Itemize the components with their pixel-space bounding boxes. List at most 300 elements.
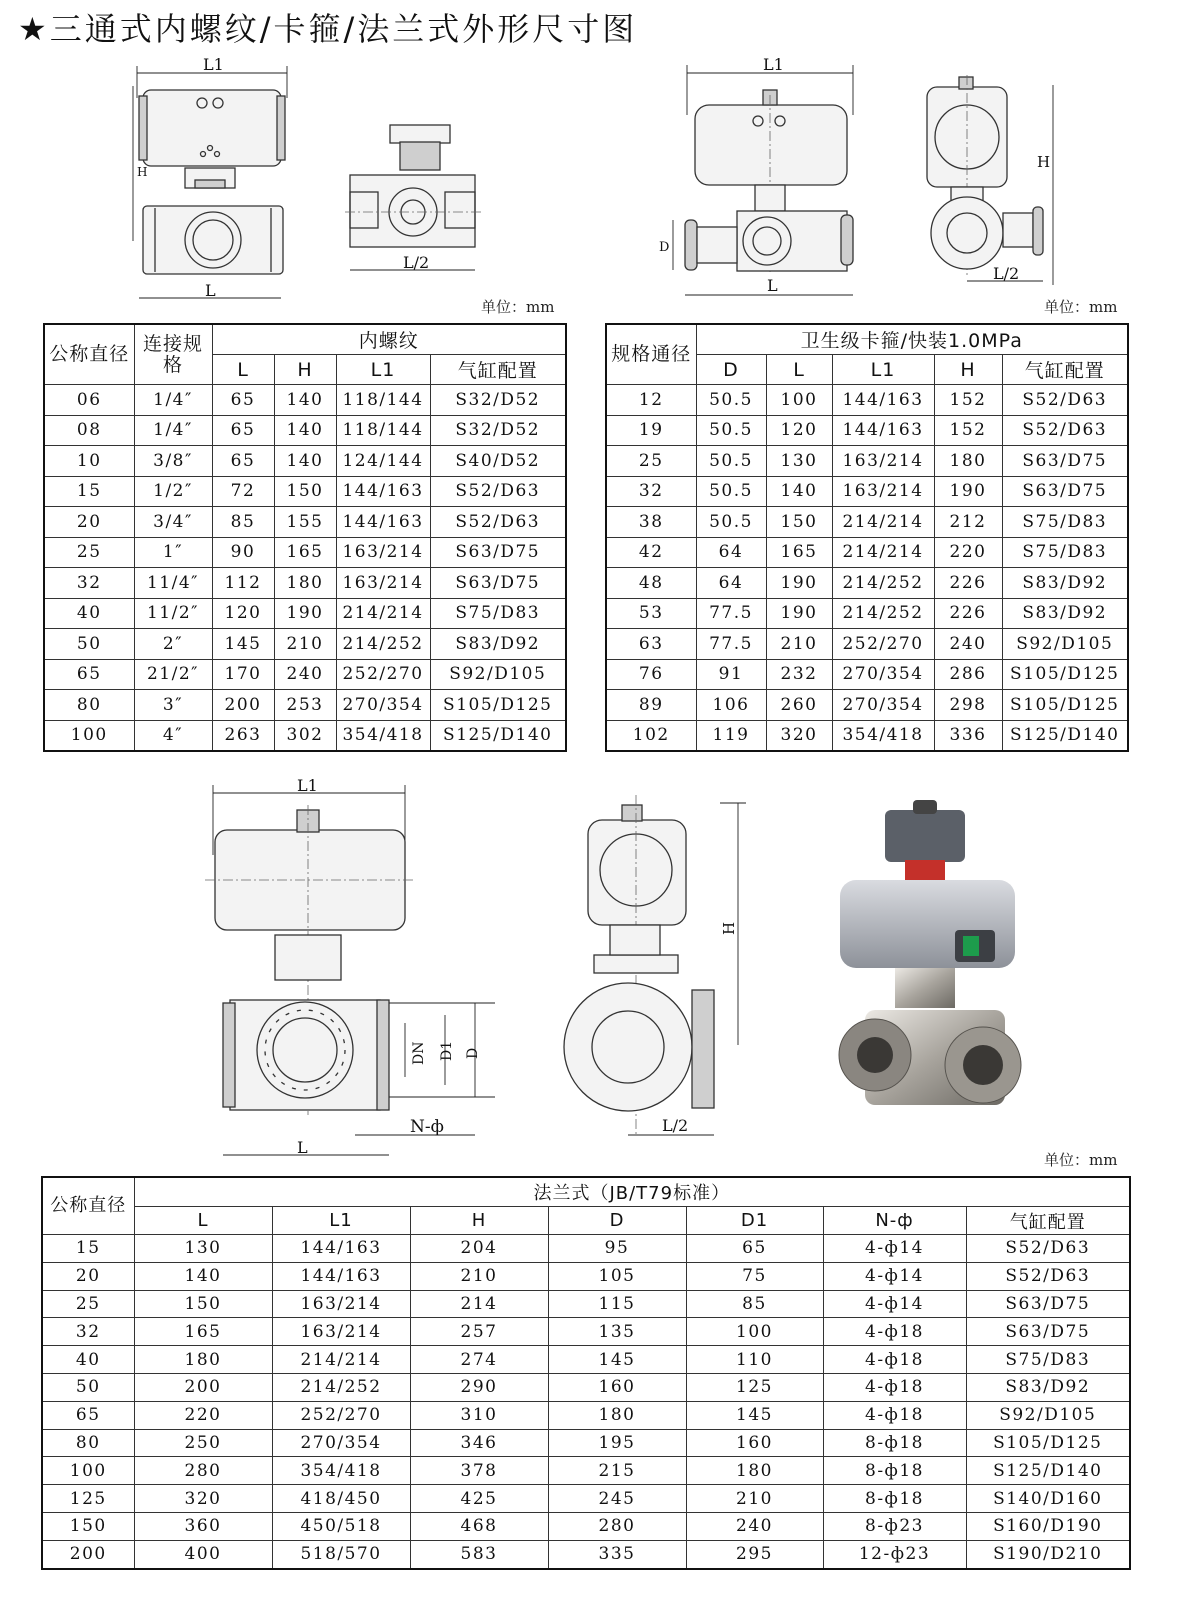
- table-cell: 110: [686, 1346, 823, 1374]
- clamp-spec-table: [605, 323, 1129, 752]
- table-cell: 112: [212, 568, 274, 599]
- table-row: [606, 629, 1128, 660]
- table-cell: 08: [44, 415, 134, 446]
- table-cell: S160/D190: [966, 1512, 1130, 1540]
- col-d1: D1: [686, 1207, 823, 1235]
- table-cell: 180: [548, 1401, 686, 1429]
- table-cell: 3/8″: [134, 446, 212, 477]
- table-cell: 214/214: [272, 1346, 410, 1374]
- table-cell: 120: [212, 598, 274, 629]
- threaded-table-body: [44, 385, 566, 752]
- table-cell: 152: [934, 415, 1002, 446]
- table-cell: S75/D83: [1002, 537, 1128, 568]
- table-row: [44, 598, 566, 629]
- table-cell: 263: [212, 720, 274, 751]
- table-cell: 80: [44, 690, 134, 721]
- group-header-flange: 法兰式（JB/T79标准）: [134, 1177, 1130, 1207]
- table-cell: 12-ф23: [823, 1540, 966, 1568]
- table-cell: 280: [548, 1512, 686, 1540]
- table-row: [42, 1540, 1130, 1568]
- col-n-phi: N-ф: [823, 1207, 966, 1235]
- table-row: [606, 659, 1128, 690]
- table-row: [44, 720, 566, 751]
- table-row: [606, 415, 1128, 446]
- table-cell: 214/252: [832, 598, 934, 629]
- table-cell: 10: [44, 446, 134, 477]
- table-cell: 165: [274, 537, 336, 568]
- table-cell: 2″: [134, 629, 212, 660]
- table-row: [44, 629, 566, 660]
- table-cell: 65: [42, 1401, 134, 1429]
- table-row: [606, 385, 1128, 416]
- dim-label-l-half-clamp: L/2: [993, 264, 1020, 283]
- table-cell: 124/144: [336, 446, 430, 477]
- table-row: [606, 537, 1128, 568]
- table-cell: 63: [606, 629, 696, 660]
- table-cell: S52/D63: [430, 507, 566, 538]
- table-cell: 144/163: [832, 385, 934, 416]
- table-row: [42, 1485, 1130, 1513]
- table-cell: 360: [134, 1512, 272, 1540]
- table-cell: 32: [42, 1318, 134, 1346]
- table-cell: 250: [134, 1429, 272, 1457]
- table-row: [44, 659, 566, 690]
- table-cell: 163/214: [272, 1290, 410, 1318]
- table-cell: 32: [606, 476, 696, 507]
- table-cell: 145: [212, 629, 274, 660]
- dim-label-l-half-flange: L/2: [662, 1116, 689, 1135]
- dim-label-l1-flange: L1: [297, 776, 318, 795]
- table-cell: 118/144: [336, 385, 430, 416]
- table-cell: 64: [696, 568, 766, 599]
- col-h: H: [274, 355, 336, 385]
- table-cell: 260: [766, 690, 832, 721]
- table-cell: 214/214: [832, 537, 934, 568]
- dim-label-l-clamp: L: [767, 276, 778, 295]
- table-cell: 346: [410, 1429, 548, 1457]
- table-cell: 77.5: [696, 598, 766, 629]
- table-cell: 335: [548, 1540, 686, 1568]
- table-cell: 400: [134, 1540, 272, 1568]
- table-cell: S83/D92: [430, 629, 566, 660]
- table-cell: S40/D52: [430, 446, 566, 477]
- table-cell: S63/D75: [1002, 476, 1128, 507]
- table-cell: 3/4″: [134, 507, 212, 538]
- table-cell: 200: [212, 690, 274, 721]
- table-cell: 125: [42, 1485, 134, 1513]
- table-cell: 180: [274, 568, 336, 599]
- table-cell: 8-ф18: [823, 1457, 966, 1485]
- table-cell: 50.5: [696, 415, 766, 446]
- table-cell: 200: [134, 1373, 272, 1401]
- table-cell: 8-ф18: [823, 1429, 966, 1457]
- table-cell: S75/D83: [966, 1346, 1130, 1374]
- table-cell: 252/270: [336, 659, 430, 690]
- table-cell: 180: [686, 1457, 823, 1485]
- col-l: L: [766, 355, 832, 385]
- table-cell: 220: [134, 1401, 272, 1429]
- table-cell: 200: [42, 1540, 134, 1568]
- table-cell: 48: [606, 568, 696, 599]
- table-cell: 130: [134, 1235, 272, 1263]
- table-cell: 210: [766, 629, 832, 660]
- table-row: [606, 690, 1128, 721]
- col-l1: L1: [336, 355, 430, 385]
- table-cell: 378: [410, 1457, 548, 1485]
- table-cell: 53: [606, 598, 696, 629]
- table-cell: 100: [42, 1457, 134, 1485]
- table-cell: 140: [274, 446, 336, 477]
- dim-label-h-clamp: H: [1037, 153, 1051, 171]
- table-cell: 354/418: [272, 1457, 410, 1485]
- table-cell: 274: [410, 1346, 548, 1374]
- table-cell: 4-ф18: [823, 1373, 966, 1401]
- table-cell: 252/270: [832, 629, 934, 660]
- table-cell: 210: [410, 1262, 548, 1290]
- table-cell: 214/214: [832, 507, 934, 538]
- flange-spec-table: [41, 1176, 1131, 1570]
- table-cell: 106: [696, 690, 766, 721]
- table-row: [44, 415, 566, 446]
- table-cell: 1/2″: [134, 476, 212, 507]
- table-cell: 298: [934, 690, 1002, 721]
- table-cell: 50.5: [696, 507, 766, 538]
- table-cell: 32: [44, 568, 134, 599]
- dim-label-l1: L1: [203, 55, 224, 74]
- table-row: [44, 507, 566, 538]
- table-cell: S105/D125: [1002, 659, 1128, 690]
- page-title: ★三通式内螺纹/卡箍/法兰式外形尺寸图: [18, 10, 638, 48]
- table-cell: 295: [686, 1540, 823, 1568]
- table-cell: S52/D63: [1002, 415, 1128, 446]
- unit-label: 单位：mm: [1044, 1151, 1118, 1169]
- valve-product-photo: [835, 800, 1035, 1130]
- table-cell: 65: [44, 659, 134, 690]
- table-cell: 226: [934, 568, 1002, 599]
- dim-label-l-flange: L: [297, 1138, 308, 1157]
- table-cell: 77.5: [696, 629, 766, 660]
- col-l1: L1: [832, 355, 934, 385]
- clamp-table-body: [606, 385, 1128, 752]
- table-cell: 15: [42, 1235, 134, 1263]
- table-cell: 232: [766, 659, 832, 690]
- threaded-spec-table: [43, 323, 567, 752]
- dim-label-h: H: [137, 165, 148, 179]
- table-cell: 354/418: [832, 720, 934, 751]
- table-cell: 50.5: [696, 476, 766, 507]
- table-cell: S92/D105: [966, 1401, 1130, 1429]
- table-cell: 115: [548, 1290, 686, 1318]
- table-cell: 253: [274, 690, 336, 721]
- unit-label: 单位：mm: [481, 298, 555, 316]
- table-cell: 8-ф23: [823, 1512, 966, 1540]
- table-cell: 25: [42, 1290, 134, 1318]
- dim-label-h-flange: H: [720, 921, 738, 935]
- table-row: [42, 1290, 1130, 1318]
- table-cell: 240: [686, 1512, 823, 1540]
- table-cell: S83/D92: [1002, 598, 1128, 629]
- table-cell: S52/D63: [966, 1262, 1130, 1290]
- table-cell: 76: [606, 659, 696, 690]
- table-cell: 40: [44, 598, 134, 629]
- table-cell: 190: [766, 568, 832, 599]
- table-cell: 65: [212, 385, 274, 416]
- table-cell: 152: [934, 385, 1002, 416]
- table-cell: S83/D92: [1002, 568, 1128, 599]
- table-cell: 190: [766, 598, 832, 629]
- col-nominal-diameter: 公称直径: [42, 1177, 134, 1235]
- table-cell: 165: [766, 537, 832, 568]
- group-header-threaded: 内螺纹: [212, 324, 566, 355]
- col-connection-spec: 连接规格: [134, 324, 212, 385]
- table-cell: 210: [686, 1485, 823, 1513]
- threaded-valve-section-drawing: [345, 120, 485, 280]
- table-cell: 144/163: [336, 476, 430, 507]
- table-cell: 4-ф18: [823, 1318, 966, 1346]
- dim-label-l-half: L/2: [403, 253, 430, 272]
- table-cell: S63/D75: [430, 568, 566, 599]
- table-cell: 336: [934, 720, 1002, 751]
- threaded-valve-front-drawing: [125, 55, 295, 308]
- table-cell: S75/D83: [1002, 507, 1128, 538]
- table-cell: 06: [44, 385, 134, 416]
- table-cell: 11/2″: [134, 598, 212, 629]
- table-cell: 102: [606, 720, 696, 751]
- table-cell: 220: [934, 537, 1002, 568]
- table-cell: S105/D125: [1002, 690, 1128, 721]
- table-row: [42, 1457, 1130, 1485]
- table-cell: S92/D105: [430, 659, 566, 690]
- table-cell: 270/354: [832, 659, 934, 690]
- table-cell: 118/144: [336, 415, 430, 446]
- table-cell: S105/D125: [430, 690, 566, 721]
- table-cell: 119: [696, 720, 766, 751]
- table-cell: S125/D140: [966, 1457, 1130, 1485]
- table-cell: 90: [212, 537, 274, 568]
- table-cell: 105: [548, 1262, 686, 1290]
- table-cell: 190: [274, 598, 336, 629]
- table-cell: 450/518: [272, 1512, 410, 1540]
- table-row: [606, 476, 1128, 507]
- col-l: L: [212, 355, 274, 385]
- table-cell: S52/D63: [966, 1235, 1130, 1263]
- table-cell: 4-ф14: [823, 1235, 966, 1263]
- table-row: [42, 1262, 1130, 1290]
- table-cell: 160: [686, 1429, 823, 1457]
- table-cell: 180: [134, 1346, 272, 1374]
- table-cell: 583: [410, 1540, 548, 1568]
- table-cell: 214/252: [336, 629, 430, 660]
- col-d: D: [548, 1207, 686, 1235]
- col-cylinder: 气缸配置: [430, 355, 566, 385]
- table-cell: 150: [766, 507, 832, 538]
- table-cell: 100: [766, 385, 832, 416]
- table-cell: 150: [274, 476, 336, 507]
- table-row: [44, 690, 566, 721]
- table-cell: 204: [410, 1235, 548, 1263]
- table-cell: 290: [410, 1373, 548, 1401]
- table-cell: 1/4″: [134, 415, 212, 446]
- table-cell: S32/D52: [430, 385, 566, 416]
- table-cell: 144/163: [336, 507, 430, 538]
- table-cell: 163/214: [336, 568, 430, 599]
- table-cell: 75: [686, 1262, 823, 1290]
- table-cell: 21/2″: [134, 659, 212, 690]
- table-cell: 125: [686, 1373, 823, 1401]
- table-cell: 418/450: [272, 1485, 410, 1513]
- table-cell: 19: [606, 415, 696, 446]
- table-cell: 214/252: [272, 1373, 410, 1401]
- table-cell: 4-ф14: [823, 1262, 966, 1290]
- table-cell: 270/354: [336, 690, 430, 721]
- table-cell: 120: [766, 415, 832, 446]
- table-cell: 215: [548, 1457, 686, 1485]
- table-cell: 163/214: [272, 1318, 410, 1346]
- table-cell: 150: [42, 1512, 134, 1540]
- table-cell: 165: [134, 1318, 272, 1346]
- table-cell: 15: [44, 476, 134, 507]
- table-row: [42, 1346, 1130, 1374]
- col-h: H: [410, 1207, 548, 1235]
- table-cell: 140: [766, 476, 832, 507]
- col-cylinder: 气缸配置: [966, 1207, 1130, 1235]
- table-cell: 65: [212, 415, 274, 446]
- col-spec-bore: 规格通径: [606, 324, 696, 385]
- table-cell: 25: [606, 446, 696, 477]
- table-cell: 302: [274, 720, 336, 751]
- table-cell: 4-ф14: [823, 1290, 966, 1318]
- table-cell: 257: [410, 1318, 548, 1346]
- table-cell: 50.5: [696, 446, 766, 477]
- table-cell: S83/D92: [966, 1373, 1130, 1401]
- table-cell: 144/163: [272, 1235, 410, 1263]
- table-cell: 85: [686, 1290, 823, 1318]
- table-cell: S63/D75: [1002, 446, 1128, 477]
- clamp-valve-front-drawing: [655, 55, 865, 305]
- table-cell: 214/252: [832, 568, 934, 599]
- flange-table-body: [42, 1235, 1130, 1569]
- dim-label-l: L: [205, 281, 216, 300]
- dim-label-d1: D1: [439, 1040, 455, 1061]
- table-cell: 190: [934, 476, 1002, 507]
- table-row: [44, 446, 566, 477]
- table-row: [606, 507, 1128, 538]
- table-cell: 245: [548, 1485, 686, 1513]
- table-cell: S32/D52: [430, 415, 566, 446]
- table-cell: S140/D160: [966, 1485, 1130, 1513]
- table-cell: 286: [934, 659, 1002, 690]
- table-cell: 468: [410, 1512, 548, 1540]
- table-cell: S63/D75: [966, 1290, 1130, 1318]
- table-cell: 155: [274, 507, 336, 538]
- table-row: [44, 476, 566, 507]
- table-cell: 163/214: [832, 476, 934, 507]
- table-cell: 12: [606, 385, 696, 416]
- col-nominal-diameter: 公称直径: [44, 324, 134, 385]
- table-cell: 280: [134, 1457, 272, 1485]
- table-cell: 240: [934, 629, 1002, 660]
- table-cell: 163/214: [832, 446, 934, 477]
- table-cell: 20: [44, 507, 134, 538]
- table-cell: 65: [686, 1235, 823, 1263]
- table-cell: 195: [548, 1429, 686, 1457]
- table-cell: 40: [42, 1346, 134, 1374]
- table-cell: 140: [274, 415, 336, 446]
- dim-label-d-flange: D: [465, 1047, 481, 1059]
- flange-valve-front-drawing: [205, 775, 505, 1165]
- table-cell: 212: [934, 507, 1002, 538]
- table-cell: 144/163: [272, 1262, 410, 1290]
- table-cell: 210: [274, 629, 336, 660]
- table-cell: 38: [606, 507, 696, 538]
- table-row: [42, 1512, 1130, 1540]
- table-cell: 270/354: [272, 1429, 410, 1457]
- table-row: [44, 568, 566, 599]
- table-row: [606, 598, 1128, 629]
- table-cell: 214/214: [336, 598, 430, 629]
- table-cell: 80: [42, 1429, 134, 1457]
- col-h: H: [934, 355, 1002, 385]
- table-cell: 50: [44, 629, 134, 660]
- table-cell: 130: [766, 446, 832, 477]
- table-row: [44, 537, 566, 568]
- dim-label-l1-clamp: L1: [763, 55, 784, 74]
- col-d: D: [696, 355, 766, 385]
- table-cell: 320: [134, 1485, 272, 1513]
- table-cell: S190/D210: [966, 1540, 1130, 1568]
- table-cell: 50.5: [696, 385, 766, 416]
- clamp-valve-side-drawing: [915, 75, 1065, 290]
- table-row: [42, 1373, 1130, 1401]
- table-cell: 11/4″: [134, 568, 212, 599]
- table-cell: S92/D105: [1002, 629, 1128, 660]
- table-cell: S63/D75: [430, 537, 566, 568]
- table-row: [42, 1401, 1130, 1429]
- table-cell: 140: [134, 1262, 272, 1290]
- table-row: [606, 568, 1128, 599]
- dim-label-n-phi: N-ф: [410, 1117, 444, 1137]
- table-cell: 144/163: [832, 415, 934, 446]
- table-cell: 100: [686, 1318, 823, 1346]
- table-cell: 91: [696, 659, 766, 690]
- table-cell: 4-ф18: [823, 1346, 966, 1374]
- table-cell: 425: [410, 1485, 548, 1513]
- group-header-clamp: 卫生级卡箍/快装1.0MPa: [696, 324, 1128, 355]
- table-cell: 252/270: [272, 1401, 410, 1429]
- table-cell: 145: [548, 1346, 686, 1374]
- table-cell: 1/4″: [134, 385, 212, 416]
- table-cell: 25: [44, 537, 134, 568]
- table-cell: 160: [548, 1373, 686, 1401]
- table-cell: S105/D125: [966, 1429, 1130, 1457]
- table-cell: 95: [548, 1235, 686, 1263]
- table-cell: 140: [274, 385, 336, 416]
- unit-label: 单位：mm: [1044, 298, 1118, 316]
- table-row: [42, 1429, 1130, 1457]
- table-cell: 42: [606, 537, 696, 568]
- table-cell: 150: [134, 1290, 272, 1318]
- table-cell: 170: [212, 659, 274, 690]
- table-cell: S63/D75: [966, 1318, 1130, 1346]
- dim-label-dn: DN: [411, 1041, 427, 1065]
- table-cell: 214: [410, 1290, 548, 1318]
- table-cell: 310: [410, 1401, 548, 1429]
- table-cell: 50: [42, 1373, 134, 1401]
- table-cell: 1″: [134, 537, 212, 568]
- table-cell: 89: [606, 690, 696, 721]
- table-cell: 135: [548, 1318, 686, 1346]
- table-cell: 64: [696, 537, 766, 568]
